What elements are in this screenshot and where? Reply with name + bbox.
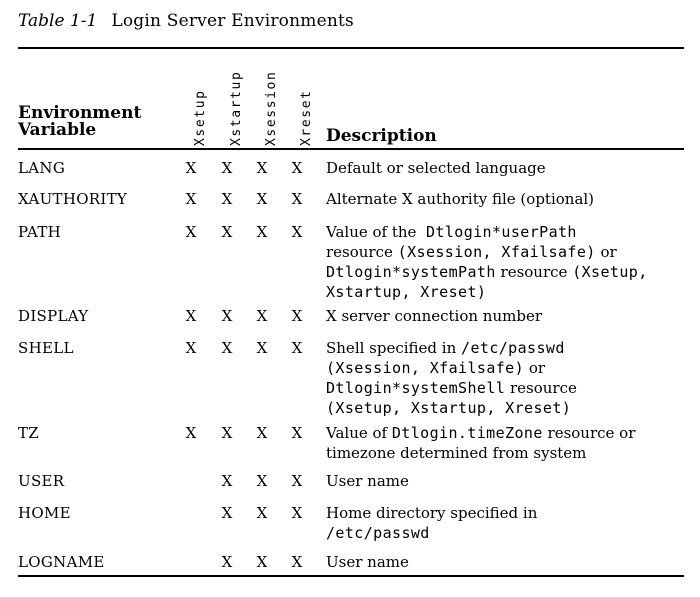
description-line <box>326 443 686 463</box>
rotated-column-header-xsession: Xsession <box>264 70 279 146</box>
row-description <box>326 471 686 491</box>
description-text: timezone determined from system <box>326 444 587 462</box>
env-variable-name: LANG <box>18 159 66 177</box>
column-mark: X <box>256 472 268 490</box>
description-line <box>326 503 686 523</box>
column-mark: X <box>256 424 268 442</box>
column-mark: X <box>256 307 268 325</box>
column-mark: X <box>185 339 197 357</box>
column-mark: X <box>291 553 303 571</box>
code-text: Dtlogin.timeZone <box>391 424 543 442</box>
column-mark: X <box>221 424 233 442</box>
row-description <box>326 423 686 463</box>
row-description <box>326 158 686 178</box>
description-line <box>326 552 686 572</box>
column-mark: X <box>291 472 303 490</box>
description-line <box>326 282 686 302</box>
env-variable-name: PATH <box>18 223 62 241</box>
code-text: Dtlogin*userPath <box>425 223 577 241</box>
column-mark: X <box>291 339 303 357</box>
description-text: resource <box>495 263 573 281</box>
rotated-column-header-xstartup: Xstartup <box>229 70 244 146</box>
table-bottom-rule <box>18 575 684 577</box>
table-top-rule <box>18 47 684 49</box>
rotated-column-header-xsetup: Xsetup <box>193 89 208 146</box>
description-text: Home directory specified in <box>326 504 538 522</box>
column-mark: X <box>185 159 197 177</box>
column-mark: X <box>221 553 233 571</box>
column-mark: X <box>221 190 233 208</box>
description-line <box>326 242 686 262</box>
code-text: Dtlogin*systemShell <box>326 379 506 397</box>
description-line <box>326 523 686 543</box>
table-header-rule <box>18 148 684 150</box>
column-mark: X <box>256 190 268 208</box>
column-mark: X <box>221 472 233 490</box>
code-text: (Xsetup, <box>572 263 648 281</box>
column-mark: X <box>221 504 233 522</box>
column-header-line2: Variable <box>18 120 97 140</box>
description-line <box>326 306 686 326</box>
description-text: Default or selected language <box>326 159 546 177</box>
column-mark: X <box>291 307 303 325</box>
description-text: resource or <box>542 424 636 442</box>
table-title-text: Login Server Environments <box>111 11 354 31</box>
description-line <box>326 189 686 209</box>
column-mark: X <box>256 223 268 241</box>
description-text: resource <box>326 243 398 261</box>
description-text: Value of the <box>326 223 426 241</box>
row-description <box>326 189 686 209</box>
description-line <box>326 398 686 418</box>
code-text: Xstartup, Xreset) <box>326 283 487 301</box>
description-line <box>326 262 686 282</box>
column-mark: X <box>291 424 303 442</box>
column-mark: X <box>221 339 233 357</box>
column-mark: X <box>221 223 233 241</box>
description-line <box>326 338 686 358</box>
env-variable-name: TZ <box>18 424 40 442</box>
description-text: Shell specified in <box>326 339 462 357</box>
code-text: (Xsetup, Xstartup, Xreset) <box>326 399 572 417</box>
description-text: User name <box>326 472 409 490</box>
code-text: /etc/passwd <box>326 524 430 542</box>
table-caption <box>18 11 354 31</box>
column-mark: X <box>291 190 303 208</box>
row-description <box>326 306 686 326</box>
column-mark: X <box>256 504 268 522</box>
row-description <box>326 552 686 572</box>
description-line <box>326 222 686 242</box>
description-text: resource <box>505 379 577 397</box>
table-number-label: Table 1-1 <box>18 11 98 31</box>
column-mark: X <box>291 159 303 177</box>
description-line <box>326 423 686 443</box>
description-text: X server connection number <box>326 307 542 325</box>
description-line <box>326 358 686 378</box>
description-text: or <box>595 243 617 261</box>
column-mark: X <box>185 223 197 241</box>
column-mark: X <box>256 159 268 177</box>
column-header-line1: Environment <box>18 103 142 123</box>
code-text: (Xsession, Xfailsafe) <box>397 243 596 261</box>
code-text: (Xsession, Xfailsafe) <box>326 359 525 377</box>
env-variable-name: XAUTHORITY <box>18 190 128 208</box>
row-description <box>326 222 686 302</box>
column-mark: X <box>291 223 303 241</box>
column-mark: X <box>185 307 197 325</box>
description-line <box>326 378 686 398</box>
row-description <box>326 338 686 418</box>
env-variable-name: USER <box>18 472 65 490</box>
column-mark: X <box>256 553 268 571</box>
column-mark: X <box>291 504 303 522</box>
column-mark: X <box>221 307 233 325</box>
description-line <box>326 158 686 178</box>
column-mark: X <box>256 339 268 357</box>
column-mark: X <box>185 190 197 208</box>
column-mark: X <box>221 159 233 177</box>
description-text: or <box>524 359 546 377</box>
column-mark: X <box>185 424 197 442</box>
code-text: /etc/passwd <box>461 339 565 357</box>
column-header-environment-variable <box>18 105 141 139</box>
description-text: User name <box>326 553 409 571</box>
row-description <box>326 503 686 543</box>
env-variable-name: LOGNAME <box>18 553 105 571</box>
env-variable-name: DISPLAY <box>18 307 89 325</box>
description-text: Alternate X authority file (optional) <box>326 190 595 208</box>
description-text: Value of <box>326 424 392 442</box>
rotated-column-header-xreset: Xreset <box>299 89 314 146</box>
description-line <box>326 471 686 491</box>
env-variable-name: HOME <box>18 504 71 522</box>
column-header-description: Description <box>326 126 437 146</box>
env-variable-name: SHELL <box>18 339 74 357</box>
code-text: Dtlogin*systemPath <box>326 263 496 281</box>
